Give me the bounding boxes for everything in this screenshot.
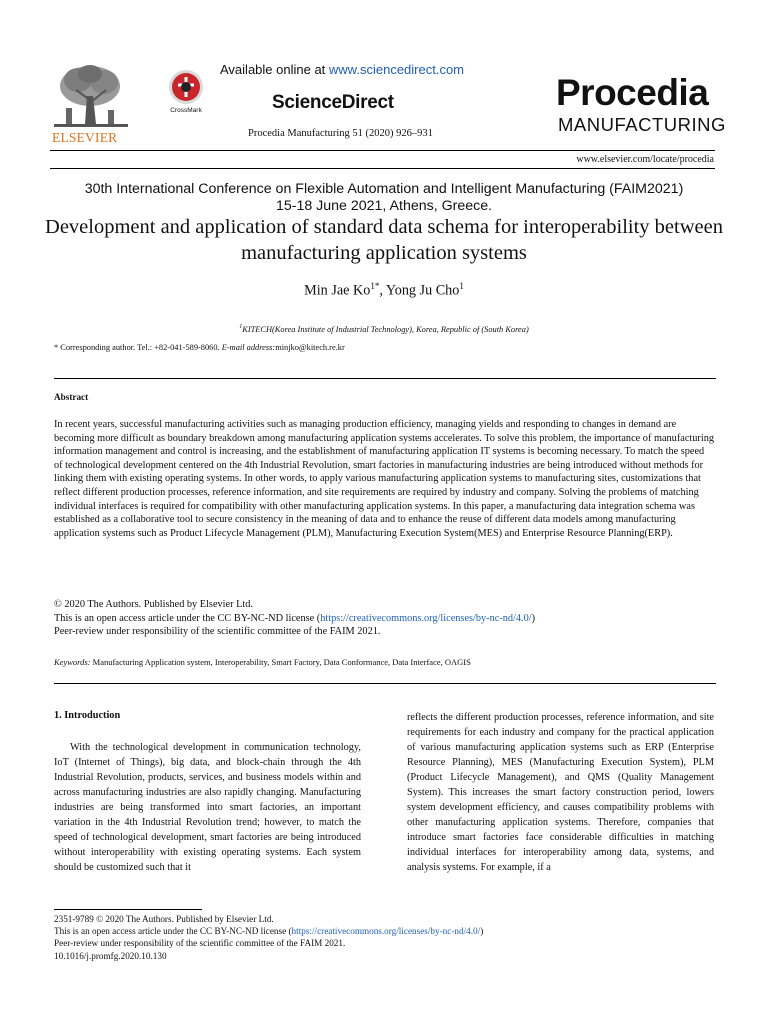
right-column-text: reflects the different production processes, reference information, and site requirements for each industry and company for the practical application of various manufacturing application systems such as ERP (Enterprise Resource Planning), MES (Manufacturing Execution System), PLM (Product Lifecycle Management), and QMS (Quality Management System). This increases the smart factory construction period, lowers system development efficiency, and causes compatibility problems with other manufacturing application systems. Therefore, companies that introduce smart factories face considerable difficulties in matching individual interfaces for interoperability among data, systems, and analysis systems. For example, if a [407, 712, 714, 873]
elsevier-logo [50, 60, 132, 150]
paper-title: Development and application of standard data schema for interoperability between manufacturing application systems [45, 216, 723, 264]
abstract-heading: Abstract [54, 392, 89, 402]
keywords [54, 657, 714, 667]
header-divider-top [50, 150, 715, 151]
author-affiliation-mark: 1* [370, 281, 380, 291]
author-name: Min Jae Ko [304, 282, 371, 299]
keywords-list: Manufacturing Application system, Interoperability, Smart Factory, Data Conformance, Data Interface, OAGIS [90, 657, 471, 667]
corresponding-author [54, 343, 345, 352]
section-heading-introduction: 1. Introduction [54, 710, 121, 721]
crossmark-icon [164, 68, 208, 108]
footer-license-prefix: This is an open access article under the CC BY-NC-ND license ( [54, 926, 292, 937]
left-column-text: With the technological development in communication technology, IoT (Internet of Things), big data, and block-chain through the 4th Industrial Revolution, products, services, and business models within and across manufacturing industries are also rapidly changing. Manufacturing industries are being transformed into smart factories, an important variation in the 4th Industrial Revolution trend; however, to match the speed of technological development, smart factories are being introduced without interoperability with existing operating systems. Each system should be customized such that it [54, 742, 361, 873]
peer-review-line: Peer-review under responsibility of the scientific committee of the FAIM 2021. [54, 626, 381, 638]
corresponding-contact: * Corresponding author. Tel.: +82-041-589-8060. [54, 343, 222, 352]
copyright-line: © 2020 The Authors. Published by Elsevier Ltd. [54, 599, 253, 610]
author-separator: , [379, 282, 386, 299]
sciencedirect-brand: ScienceDirect [272, 92, 394, 113]
keywords-bottom-divider [54, 683, 716, 684]
footer-license [54, 925, 483, 937]
journal-subtitle: MANUFACTURING [558, 114, 726, 135]
email-address[interactable]: minjko@kitech.re.kr [275, 343, 345, 352]
license-prefix: This is an open access article under the CC BY-NC-ND license ( [54, 612, 321, 624]
sciencedirect-link[interactable]: www.sciencedirect.com [328, 62, 465, 77]
affiliation [0, 324, 768, 334]
author-list [0, 281, 768, 300]
elsevier-wordmark: ELSEVIER [52, 130, 118, 145]
available-online [220, 62, 464, 77]
conference-name: 30th International Conference on Flexible Automation and Intelligent Manufacturing (FAIM2021) [84, 181, 684, 197]
journal-reference: Procedia Manufacturing 51 (2020) 926–931 [248, 128, 433, 139]
available-prefix: Available online at [220, 62, 329, 77]
affiliation-text: KITECH(Korea Institute of Industrial Technology), Korea, Republic of (South Korea) [242, 324, 529, 334]
author-affiliation-mark: 1 [459, 281, 464, 291]
footer-doi[interactable]: 10.1016/j.promfg.2020.10.130 [54, 950, 167, 961]
license-line [54, 612, 714, 626]
footer-divider [54, 909, 202, 910]
journal-url[interactable]: www.elsevier.com/locate/procedia [576, 154, 714, 165]
keywords-label: Keywords: [54, 657, 91, 667]
license-link[interactable]: https://creativecommons.org/licenses/by-nc-nd/4.0/ [320, 612, 532, 624]
footer-peer-review: Peer-review under responsibility of the scientific committee of the FAIM 2021. [54, 938, 346, 949]
copyright-block [54, 598, 714, 639]
author-name: Yong Ju Cho [385, 282, 460, 299]
footer-issn: 2351-9789 © 2020 The Authors. Published by Elsevier Ltd. [54, 914, 274, 924]
crossmark-badge[interactable] [164, 68, 208, 118]
footer-license-suffix: ) [480, 926, 484, 937]
footer-license-link[interactable]: https://creativecommons.org/licenses/by-nc-nd/4.0/ [291, 926, 481, 937]
crossmark-label: CrossMark [170, 107, 202, 114]
affiliation-mark: 1 [239, 324, 243, 330]
journal-name: Procedia [556, 72, 709, 113]
email-label: E-mail address: [221, 343, 276, 352]
header-divider-bottom [50, 168, 715, 169]
abstract-top-divider [54, 378, 716, 379]
footer-block [54, 913, 483, 962]
license-suffix: ) [531, 612, 536, 624]
abstract-text: In recent years, successful manufacturing activities such as managing production efficiency, managing yields and responding to changes in demand are becoming more difficult as boundary breakdown among manufacturing application systems accelerates. To solve this problem, the importance of manufacturing information management and control is increasing, and the establishment of manufacturing application IT systems is becoming necessary. To match the speed of technological development centered on the 4th Industrial Revolution, smart factories in manufacturing industries are being introduced without methods for linking them with existing operating systems. In other words, to apply various manufacturing application systems to manufacturing sites, customizations that reflect different production processes, reference information, and site requirements are required by industry and company. Solving the problems of matching individual interfaces is required for compatibility with other manufacturing application systems. In this paper, a manufacturing data integration schema was established as a collaborative tool to secure consistency in the meaning of data and to enhance the reuse of different data models among manufacturing application systems such as Product Lifecycle Management (PLM), Manufacturing Execution System(MES) and Enterprise Resource Planning(ERP). [54, 419, 714, 539]
conference-date: 15-18 June 2021, Athens, Greece. [275, 198, 493, 214]
